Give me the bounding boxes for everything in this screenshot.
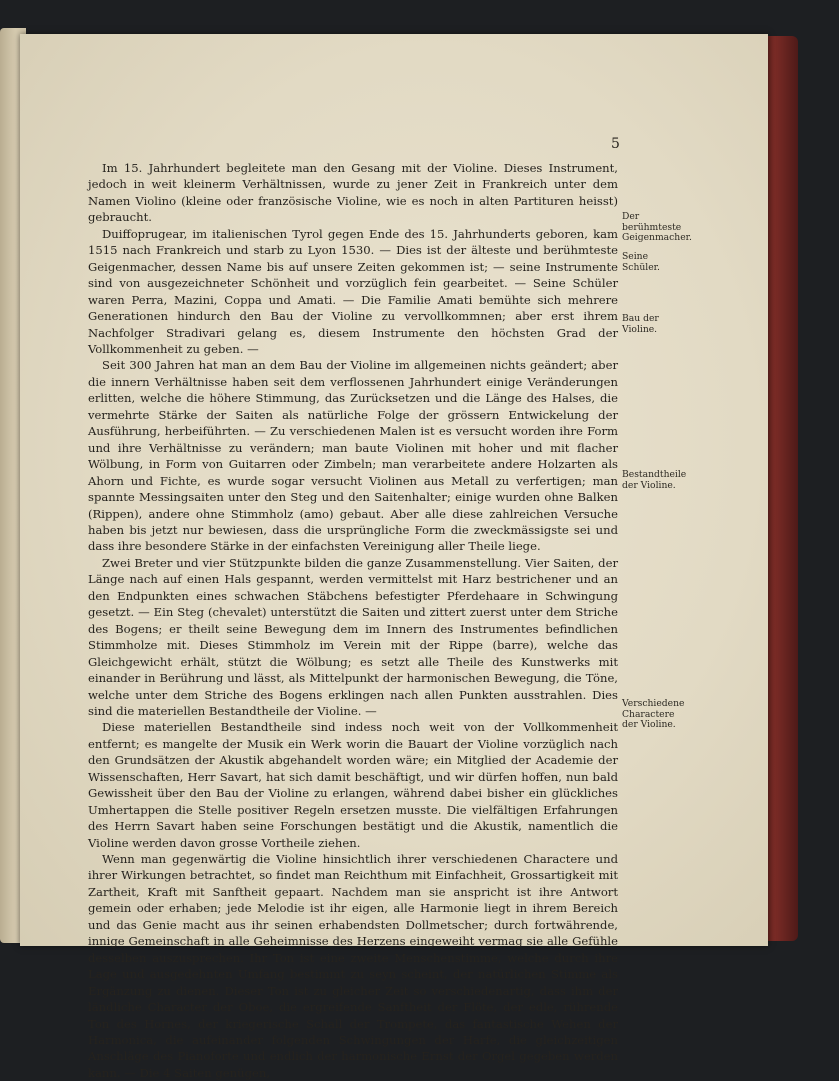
marginal-note-bestandtheile: Bestandtheile der Violine. (622, 469, 687, 491)
marginal-note-schueler: Seine Schüler. (622, 251, 660, 273)
paragraph-5: Diese materiellen Bestandtheile sind indess noch weit von der Vollkommenheit entfernt; es mangelte der Musik ein Werk worin die Bauart der Violine vorzüglich nach den Grundsätzen der Akustik abgehandelt worden wäre; ein Mitglied der Academie der Wissenschaften, Herr Savart, hat sich damit beschäftigt, und wir dürfen hoffen, nun bald Gewissheit über den Bau der Violine zu erlangen, während dabei bisher ein glückliches Umhertappen die Stelle positiver Regeln ersetzen musste. Die vielfältigen Erfahrungen des Herrn Savart haben seine Forschungen bestätigt und die Akustik, namentlich die Violine werden davon grosse Vortheile ziehen. (88, 720, 618, 850)
body-text (88, 160, 618, 1081)
paragraph-4: Zwei Breter und vier Stützpunkte bilden die ganze Zusammenstellung. Vier Saiten, der Länge nach auf einen Hals gespannt, werden vermittelst mit Harz bestrichener und an den Endpunkten eines schwachen Stäbchens befestigter Pferdehaare in Schwingung gesetzt. — Ein Steg (chevalet) unterstützt die Saiten und zittert zuerst unter dem Striche des Bogens; er theilt seine Bewegung dem im Innern des Instrumentes befindlichen Stimmholze mit. Dieses Stimmholz im Verein mit der Rippe (barre), welche das Gleichgewicht erhält, stützt die Wölbung; es setzt alle Theile des Kunstwerks mit einander in Berührung und lässt, als Mittelpunkt der harmonischen Bewegung, die Töne, welche unter dem Striche des Bogens erklingen nach allen Punkten ausstrahlen. Dies sind die materiellen Bestandtheile der Violine. — (88, 555, 618, 718)
marginal-note-geigenmacher: Der berühmteste Geigenmacher. (622, 211, 692, 243)
page-number: 5 (611, 136, 620, 152)
marginal-note-bau: Bau der Violine. (622, 313, 659, 335)
paragraph-3: Seit 300 Jahren hat man an dem Bau der Violine im allgemeinen nichts geändert; aber die innern Verhältnisse haben seit dem verflossenen Jahrhundert einige Veränderungen erlitten, welche die höhere Stimmung, das Zurücksetzen und die Länge des Halses, die vermehrte Stärke der Saiten als natürliche Folge der grössern Entwickelung der Ausführung, herbeiführten. — Zu verschiedenen Malen ist es versucht worden ihre Form und ihre Verhältnisse zu verändern; man baute Violinen mit hoher und mit flacher Wölbung, in Form von Guitarren oder Zimbeln; man verarbeitete andere Holzarten als Ahorn und Fichte, es wurde sogar versucht Violinen aus Metall zu verfertigen; man spannte Messingsaiten unter den Steg und den Saitenhalter; einige wurden ohne Balken (Rippen), andere ohne Stimmholz (amo) gebaut. Aber alle diese zahlreichen Versuche haben bis jetzt nur bewiesen, dass die ursprüngliche Form die zweckmässigste sei und dass ihre besondere Stärke in der einfachsten Vereinigung aller Theile liege. (88, 358, 618, 554)
paragraph-2: Duiffoprugear, im italienischen Tyrol gegen Ende des 15. Jahrhunderts geboren, kam 1515 nach Frankreich und starb zu Lyon 1530. — Dies ist der älteste und berühmteste Geigenmacher, dessen Name bis auf unsere Zeiten gekommen ist; — seine Instrumente sind von ausgezeichneter Schönheit und vorzüglich fein gearbeitet. — Seine Schüler waren Perra, Mazini, Coppa und Amati. — Die Familie Amati bemühte sich mehrere Generationen hindurch den Bau der Violine zu vervollkommnen; aber erst ihrem Nachfolger Stradivari gelang es, diesem Instrumente den höchsten Grad der Vollkommenheit zu geben. — (88, 226, 618, 356)
paragraph-1: Im 15. Jahrhundert begleitete man den Gesang mit der Violine. Dieses Instrument, jedoch in weit kleinerm Verhältnissen, wurde zu jener Zeit in Frankreich unter dem Namen Violino (kleine oder französische Violine, wie es noch in alten Partituren heisst) gebraucht. (88, 161, 618, 225)
marginal-note-charactere: Verschiedene Charactere der Violine. (622, 698, 685, 730)
paragraph-6: Wenn man gegenwärtig die Violine hinsichtlich ihrer verschiedenen Charactere und ihrer Wirkungen betrachtet, so findet man Reichthum mit Einfachheit, Grossartigkeit mit Zartheit, Kraft mit Sanftheit gepaart. Nachdem man sie anspricht ist ihre Antwort gemein oder erhaben; jede Melodie ist ihr eigen, alle Harmonie liegt in ihrem Bereich und das Genie macht aus ihr seinen erhabendsten Dollmetscher; durch fortwährende, innige Gemeinschaft in alle Geheimnisse des Herzens eingeweiht vermag sie alle Gefühle desselben auszusprechen. Ihr Ton ist eine zweite Menschenstimme, welche durch ihre Lage und ausgedehnten Umfang bestimmt zu seyn scheint, der natürlichen Stimme als Ergänzung zu dienen. Dieser Ton ist zu gleicher Zeit so verschiedenartig, dass ihm der ländliche Character der Oboe, die ergreifende Sanftheit der Flöte, der edle, rührende Ton des Hornes, der kriegerische Schall der Trompete, das fantastische Wehen der Harmonica, die aufeinander folgenden Schwingungen der Harfe, die gleichzeitigen Anschläge des Pianoforte und endlich der harmonische Ernst der Orgel gegeben werden kann. — Die 4 Saiten genügen, (88, 852, 618, 1080)
